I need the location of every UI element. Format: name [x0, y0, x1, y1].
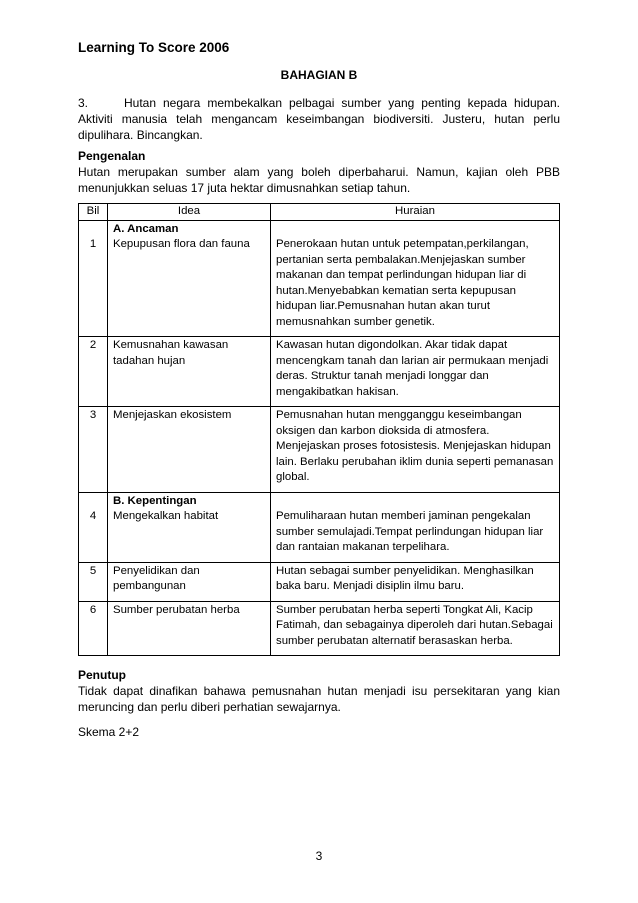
- closing-heading: Penutup: [78, 668, 126, 682]
- closing-text: Tidak dapat dinafikan bahawa pemusnahan hutan menjadi isu persekitaran yang kian meruncing dan perlu diberi perhatian sewajarnya.: [78, 684, 560, 714]
- idea-text: Sumber perubatan herba: [108, 601, 271, 656]
- row-number: 4: [89, 510, 97, 522]
- table-row: [79, 562, 560, 601]
- idea-text: Penyelidikan dan pembangunan: [108, 562, 271, 601]
- huraian-text: Hutan sebagai sumber penyelidikan. Menghasilkan baka baru. Menjadi disiplin ilmu baru.: [271, 562, 560, 601]
- row-number: 3: [79, 407, 108, 493]
- huraian-text: Sumber perubatan herba seperti Tongkat Ali, Kacip Fatimah, dan sebagainya diperoleh dari hutan.Sebagai sumber perubatan alternatif berasaskan herba.: [271, 601, 560, 656]
- idea-table: [78, 203, 560, 656]
- idea-text: Kepupusan flora dan fauna: [113, 238, 250, 250]
- table-row: [79, 407, 560, 493]
- table-row: [79, 220, 560, 337]
- huraian-cell: [271, 492, 560, 562]
- huraian-text: Pemuliharaan hutan memberi jaminan pengekalan sumber semulajadi.Tempat perlindungan hidupan liar dan rantaian makanan terpelihara.: [276, 510, 544, 553]
- section-title: BAHAGIAN B: [280, 68, 358, 82]
- row-number: 2: [79, 337, 108, 407]
- row-number: 6: [79, 601, 108, 656]
- header-bil: Bil: [79, 204, 108, 221]
- table-row: [79, 601, 560, 656]
- row-number-cell: [79, 220, 108, 337]
- huraian-cell: [271, 220, 560, 337]
- idea-text: Mengekalkan habitat: [113, 510, 219, 522]
- header-idea: Idea: [108, 204, 271, 221]
- idea-text: Menjejaskan ekosistem: [108, 407, 271, 493]
- table-header-row: [79, 204, 560, 221]
- document-header-title: Learning To Score 2006: [78, 40, 230, 55]
- subsection-heading: B. Kepentingan: [113, 494, 197, 507]
- row-number-cell: [79, 492, 108, 562]
- idea-text: Kemusnahan kawasan tadahan hujan: [108, 337, 271, 407]
- table-row: [79, 492, 560, 562]
- huraian-text: Penerokaan hutan untuk petempatan,perkilangan, pertanian serta pembalakan.Menjejaskan sumber makanan dan tempat perlindungan hidupan liar di hutan.Menyebabkan kematian serta kepupusan hidupan liar.Pemusnahan hutan akan turut memusnahkan sumber genetik.: [276, 238, 529, 328]
- row-number: 5: [79, 562, 108, 601]
- page-number: 3: [315, 849, 323, 863]
- intro-heading: Pengenalan: [78, 149, 146, 163]
- huraian-text: Pemusnahan hutan mengganggu keseimbangan oksigen dan karbon dioksida di atmosfera. Menjejaskan proses fotosistesis. Menjejaskan hidupan lain. Berlaku perubahan iklim dunia seperti pemanasan global.: [271, 407, 560, 493]
- huraian-text: Kawasan hutan digondolkan. Akar tidak dapat mencengkam tanah dan larian air permukaan menjadi deras. Struktur tanah menjadi longgar dan mengakibatkan hakisan.: [271, 337, 560, 407]
- question-block: [78, 95, 560, 143]
- table-row: [79, 337, 560, 407]
- header-huraian: Huraian: [271, 204, 560, 221]
- question-text: Hutan negara membekalkan pelbagai sumber yang penting kepada hidupan. Aktiviti manusia telah mengancam keseimbangan biodiversiti. Justeru, hutan perlu dipulihara. Bincangkan.: [78, 96, 560, 142]
- idea-cell: [108, 492, 271, 562]
- idea-cell: [108, 220, 271, 337]
- subsection-heading: A. Ancaman: [113, 222, 179, 235]
- row-number: 1: [89, 238, 97, 250]
- intro-text: Hutan merupakan sumber alam yang boleh diperbaharui. Namun, kajian oleh PBB menunjukkan seluas 17 juta hektar dimusnahkan setiap tahun.: [78, 165, 560, 195]
- scheme-note: Skema 2+2: [78, 725, 140, 739]
- question-number: 3.: [78, 96, 89, 110]
